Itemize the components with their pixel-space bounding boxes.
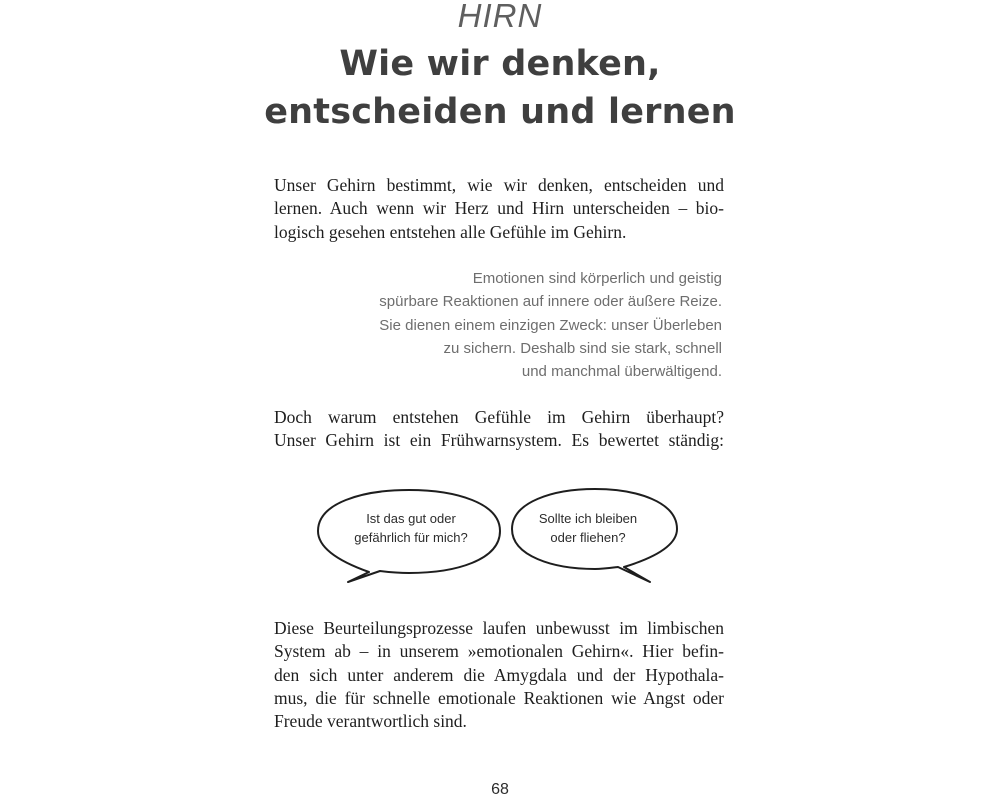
quote-line: Sie dienen einem einzigen Zweck: unser Überleben (379, 316, 722, 334)
text-line: mus, die für schnelle emotionale Reaktionen wie Angst oder (274, 687, 724, 708)
text-line: Unser Gehirn bestimmt, wie wir denken, entscheiden und (274, 175, 724, 195)
text-line: Unser Gehirn ist ein Frühwarnsystem. Es bewertet ständig: (274, 430, 724, 451)
bubble-line: oder fliehen? (550, 529, 626, 545)
quote-line: spürbare Reaktionen auf innere oder äußere Reize. (379, 293, 722, 311)
page-title-line-2: entscheiden und lernen (264, 92, 736, 132)
quote-line: zu sichern. Deshalb sind sie stark, schnell (443, 339, 722, 357)
text-line: Diese Beurteilungsprozesse laufen unbewusst im limbischen (274, 618, 724, 638)
quote-line: Emotionen sind körperlich und geistig (472, 270, 722, 287)
text-line: Freude verantwortlich sind. (274, 711, 467, 732)
text-line: lernen. Auch wenn wir Herz und Hirn unterscheiden – bio- (274, 198, 724, 219)
speech-bubble-left-text (331, 510, 491, 547)
limbic-system-paragraph (274, 617, 724, 733)
page-title-line-1: Wie wir denken, (339, 44, 661, 84)
bubble-line: Ist das gut oder (366, 511, 456, 526)
text-line: logisch gesehen entstehen alle Gefühle im Gehirn. (274, 221, 627, 242)
bubble-line: Sollte ich bleiben (538, 511, 638, 526)
bubble-line: gefährlich für mich? (354, 529, 468, 545)
speech-bubble-right-text (508, 510, 668, 547)
quote-line: und manchmal überwältigend. (521, 363, 722, 381)
text-line: Doch warum entstehen Gefühle im Gehirn überhaupt? (274, 407, 724, 427)
text-line: den sich unter anderem die Amygdala und der Hypothala- (274, 664, 724, 685)
page-number: 68 (491, 781, 509, 798)
section-kicker: HIRN (457, 0, 543, 34)
text-line: System ab – in unserem »emotionalen Gehirn«. Hier befin- (274, 641, 724, 662)
